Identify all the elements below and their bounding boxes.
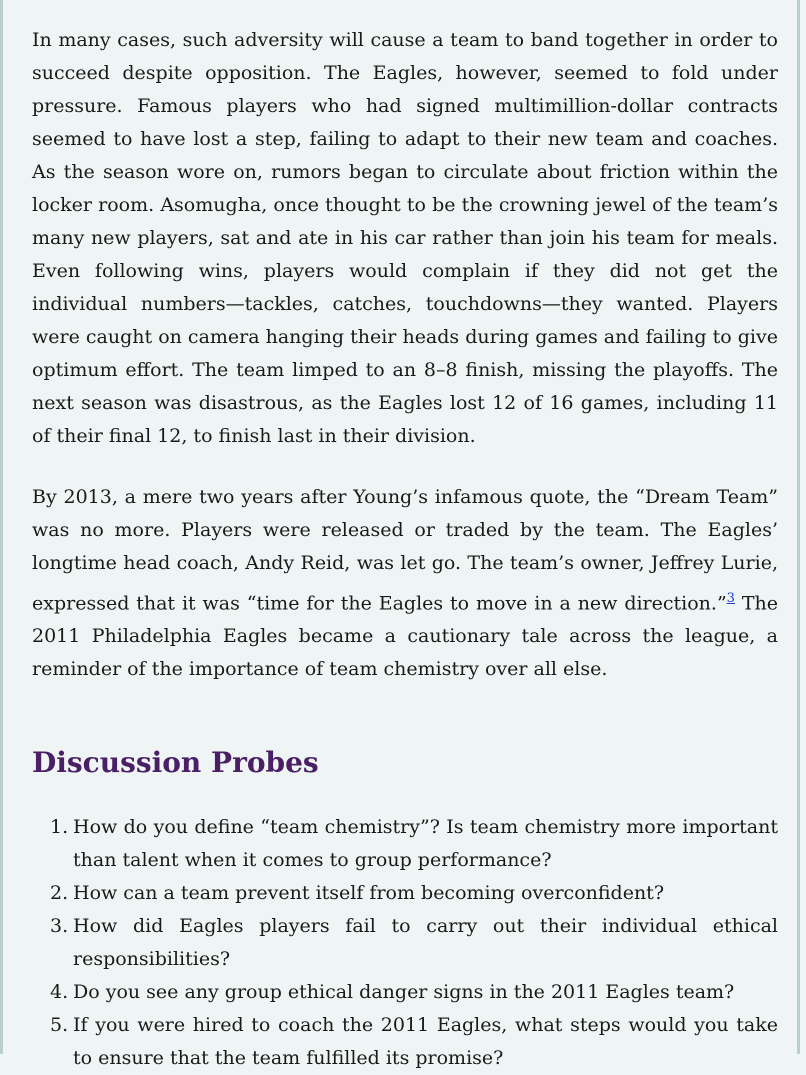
list-item-text: How do you define “team chemistry”? Is team chemistry more important than talent when it comes to group performance? <box>73 816 778 872</box>
paragraph-dream-team <box>32 481 778 686</box>
list-item-number: 5. <box>50 1014 69 1037</box>
list-item-number: 2. <box>50 882 69 905</box>
list-item-number: 1. <box>50 816 69 839</box>
section-heading: Discussion Probes <box>32 746 319 780</box>
paragraph-dream-team-text: By 2013, a mere two years after Young’s infamous quote, the “Dream Team” was no more. Players were released or traded by the team. The Eagles’ longtime head coach, Andy Reid, was let go. The team’s owner, Jeffrey Lurie, expressed that it was “time for the Eagles to move in a new direction.” <box>32 486 778 615</box>
discussion-probes-list <box>32 811 778 1075</box>
document-content <box>32 24 778 1075</box>
list-item-text: Do you see any group ethical danger signs in the 2011 Eagles team? <box>73 981 735 1004</box>
list-item-number: 4. <box>50 981 69 1004</box>
list-item <box>32 976 778 1009</box>
list-item <box>32 1009 778 1075</box>
list-item-number: 3. <box>50 915 69 938</box>
paragraph-dream-team-text-end: The 2011 Philadelphia Eagles became a cautionary tale across the league, a reminder of the importance of team chemistry over all else. <box>32 592 778 681</box>
list-item-text: If you were hired to coach the 2011 Eagles, what steps would you take to ensure that the team fulfilled its promise? <box>73 1014 778 1070</box>
list-item <box>32 877 778 910</box>
paragraph-adversity: In many cases, such adversity will cause a team to band together in order to succeed despite opposition. The Eagles, however, seemed to fold under pressure. Famous players who had signed multimillion-dollar contracts seemed to have lost a step, failing to adapt to their new team and coaches. As the season wore on, rumors began to circulate about friction within the locker room. Asomugha, once thought to be the crowning jewel of the team’s many new players, sat and ate in his car rather than join his team for meals. Even following wins, players would complain if they did not get the individual numbers—tackles, catches, touchdowns—they wanted. Players were caught on camera hanging their heads during games and failing to give optimum effort. The team limped to an 8–8 finish, missing the playoffs. The next season was disastrous, as the Eagles lost 12 of 16 games, including 11 of their final 12, to finish last in their division. <box>32 29 778 447</box>
list-item-text: How did Eagles players fail to carry out their individual ethical responsibilities? <box>73 915 778 971</box>
list-item <box>32 910 778 976</box>
footnote-link[interactable]: 3 <box>726 591 735 606</box>
list-item <box>32 811 778 877</box>
list-item-text: How can a team prevent itself from becoming overconfident? <box>73 882 665 905</box>
footnote-ref <box>727 587 735 606</box>
